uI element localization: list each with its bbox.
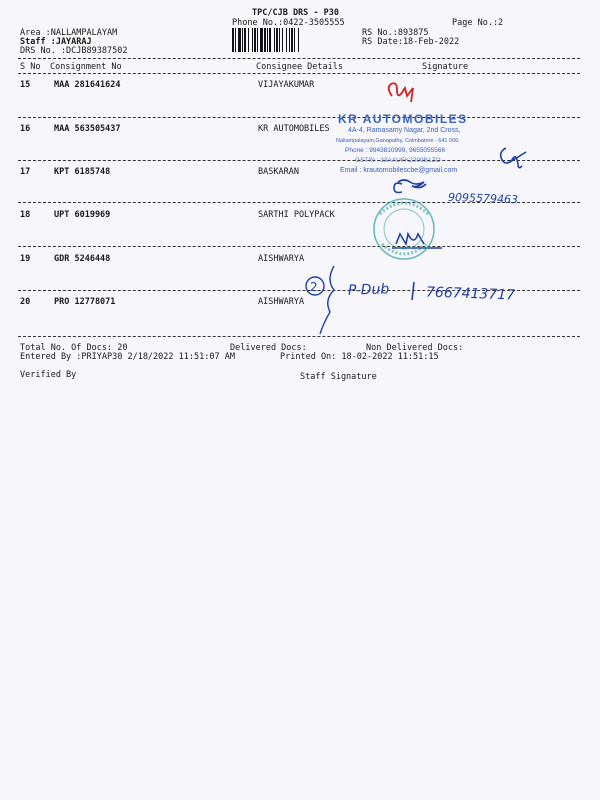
signature-scribble: [392, 234, 442, 248]
handwritten-phone: 7667413717: [425, 284, 516, 304]
row-sno: 16: [20, 124, 31, 134]
rs-date: RS Date:18-Feb-2022: [362, 37, 460, 47]
handwritten-phone: 9095579463: [447, 190, 519, 207]
staff-label: Staff :JAYARAJ: [20, 37, 92, 47]
document-title: TPC/CJB DRS - P30: [252, 8, 339, 18]
printed-on: Printed On: 18-02-2022 11:51:15: [280, 352, 439, 362]
stamp-address-line: 4A-4, Ramasamy Nagar, 2nd Cross,: [348, 127, 461, 134]
col-header-consignee: Consignee Details: [256, 62, 343, 72]
row-consignee: AISHWARYA: [258, 297, 305, 307]
row-consignee: SARTHI POLYPACK: [258, 210, 335, 220]
row-consignee: AISHWARYA: [258, 254, 305, 264]
row-consignment: GDR 5246448: [54, 254, 111, 264]
bracket-mark: [320, 266, 334, 334]
row-sno: 18: [20, 210, 31, 220]
signature-scribble: [501, 148, 526, 168]
stamp-gstin: GSTIN : 33AAUFK2209B1ZO: [355, 157, 441, 164]
svg-text:2: 2: [310, 280, 318, 294]
handwritten-signature-text: P-Dub: [347, 281, 390, 299]
col-header-sno: S No: [20, 62, 41, 72]
entered-by: Entered By :PRIYAP30 2/18/2022 11:51:07 AM: [20, 352, 235, 362]
phone-number: Phone No.:0422-3505555: [232, 18, 345, 28]
row-sno: 20: [20, 297, 31, 307]
col-header-signature: Signature: [422, 62, 469, 72]
stamp-company-name: KR AUTOMOBILES: [338, 112, 468, 126]
signature-scribble: [394, 180, 426, 193]
delivered-docs: Delivered Docs:: [230, 343, 307, 353]
area-label: Area :NALLAMPALAYAM: [20, 28, 118, 38]
row-sno: 19: [20, 254, 31, 264]
row-consignment: PRO 12778071: [54, 297, 116, 307]
verified-by: Verified By: [20, 370, 77, 380]
row-sno: 17: [20, 167, 31, 177]
row-consignment: MAA 281641624: [54, 80, 121, 90]
row-consignment: KPT 6185748: [54, 167, 111, 177]
stamp-phone: Phone : 9943810999, 9655055566: [345, 147, 446, 154]
drs-number: DRS No. :DCJB89387502: [20, 46, 128, 56]
col-header-consignment: Consignment No: [50, 62, 122, 72]
stamp-address-line: Nallampalayam,Ganapathy, Coimbatore - 641 006.: [336, 138, 460, 144]
row-consignee: VIJAYAKUMAR: [258, 80, 315, 90]
row-sno: 15: [20, 80, 31, 90]
seal-icon: [374, 199, 434, 259]
total-docs: Total No. Of Docs: 20: [20, 343, 128, 353]
row-consignee: KR AUTOMOBILES: [258, 124, 330, 134]
stamp-email: Email : krautomobilescbe@gmail.com: [340, 167, 458, 174]
signature-scribble-red: [389, 83, 413, 102]
non-delivered-docs: Non Delivered Docs:: [366, 343, 464, 353]
staff-signature-label: Staff Signature: [300, 372, 377, 382]
rs-number: RS No.:893875: [362, 28, 429, 38]
row-consignee: BASKARAN: [258, 167, 299, 177]
row-consignment: UPT 6019969: [54, 210, 111, 220]
row-consignment: MAA 563505437: [54, 124, 121, 134]
page-number: Page No.:2: [452, 18, 504, 28]
